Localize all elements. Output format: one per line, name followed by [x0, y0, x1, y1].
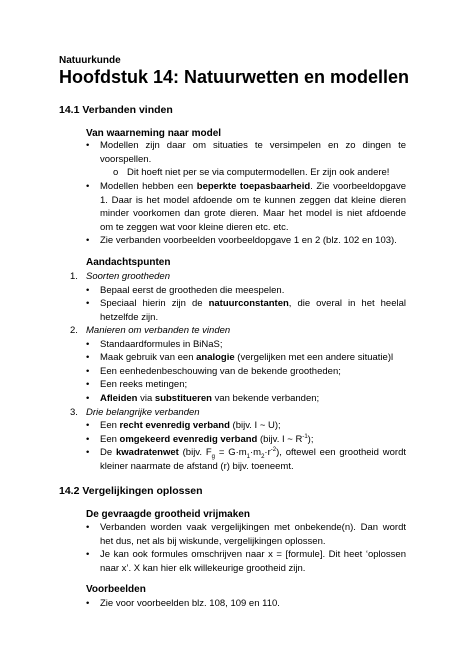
subheading-aandachtspunten: Aandachtspunten: [86, 257, 171, 268]
bullet-icon: •: [86, 339, 90, 350]
emphasis: recht evenredig verband: [119, 420, 230, 431]
list-item-text: Een recht evenredig verband (bijv. I ~ U);: [100, 420, 281, 431]
emphasis: analogie: [196, 352, 235, 363]
item-number: 2.: [70, 325, 78, 336]
item-number: 1.: [70, 271, 78, 282]
list-item-text: Maak gebruik van een analogie (vergelijken met een andere situatie)l: [100, 352, 394, 363]
list-item-text: Verbanden worden vaak vergelijkingen met onbekende(n). Dan wordt het dus, net als bij wiskunde, vergelijkingen oplossen.: [100, 522, 406, 547]
list-item-text: Je kan ook formules omschrijven naar x = [formule]. Dit heet ‘oplossen naar x’. X kan hier elk willekeurige grootheid zijn.: [100, 549, 406, 574]
bullet-icon: •: [86, 298, 90, 309]
subheading-grootheid-vrijmaken: De gevraagde grootheid vrijmaken: [86, 509, 250, 520]
sub-bullet-icon: o: [113, 167, 119, 178]
list-item-text: Afleiden via substitueren van bekende verbanden;: [100, 393, 320, 404]
bullet-icon: •: [86, 366, 90, 377]
numbered-item-title: Soorten grootheden: [86, 271, 170, 282]
list-item-text: Bepaal eerst de grootheden die meespelen.: [100, 285, 285, 296]
list-item-text: Modellen hebben een beperkte toepasbaarheid. Zie voorbeeldopgave 1. Daar is het model afdoende om te kunnen zeggen dat kleine dieren minder voorkomen dan grote dieren. Maar het model is niet afdoende om te zeggen wat voor kleine dieren etc. etc.: [100, 181, 406, 233]
list-item-text: Speciaal hierin zijn de natuurconstanten, die overal in het heelal hetzelfde zijn.: [100, 298, 407, 323]
list-item-text: Zie verbanden voorbeelden voorbeeldopgave 1 en 2 (blz. 102 en 103).: [100, 235, 397, 246]
list-item-text: Dit hoeft niet per se via computermodellen. Er zijn ook andere!: [127, 167, 390, 178]
bullet-icon: •: [86, 434, 90, 445]
subheading-waarneming-model: Van waarneming naar model: [86, 128, 222, 139]
list-item-text: Een omgekeerd evenredig verband (bijv. I ~ $R^{-1}$);: [100, 433, 314, 445]
item-number: 3.: [70, 407, 78, 418]
subheading-voorbeelden: Voorbeelden: [86, 584, 146, 595]
emphasis: natuurconstanten: [208, 298, 289, 309]
page-title: Hoofdstuk 14: Natuurwetten en modellen: [59, 67, 410, 87]
emphasis: beperkte toepasbaarheid: [196, 181, 311, 192]
bullet-icon: •: [86, 379, 90, 390]
subject-label: Natuurkunde: [59, 55, 121, 66]
numbered-item-title: Drie belangrijke verbanden: [86, 407, 200, 418]
bullet-icon: •: [86, 181, 90, 192]
list-item-text: Modellen zijn daar om situaties te versimpelen en zo dingen te voorspellen.: [100, 140, 406, 165]
numbered-item-title: Manieren om verbanden te vinden: [86, 325, 231, 336]
list-item-text: Zie voor voorbeelden blz. 108, 109 en 110.: [100, 598, 280, 609]
emphasis: substitueren: [154, 393, 212, 404]
list-item-text: De kwadratenwet (bijv. $F_g = G\cdot m_1\cdot m_2\cdot r^{-2}$), oftewel een grootheid wordt kleiner naarmate de afstand (r) bijv. toeneemt.: [100, 446, 407, 472]
emphasis: kwadratenwet: [115, 447, 179, 458]
emphasis: omgekeerd evenredig verband: [119, 434, 258, 445]
bullet-icon: •: [86, 352, 90, 363]
bullet-icon: •: [86, 235, 90, 246]
bullet-icon: •: [86, 285, 90, 296]
section-heading-14-2: 14.2 Vergelijkingen oplossen: [59, 485, 203, 497]
bullet-icon: •: [86, 420, 90, 431]
bullet-icon: •: [86, 140, 90, 151]
bullet-icon: •: [86, 393, 90, 404]
list-item-text: Een eenhedenbeschouwing van de bekende grootheden;: [100, 366, 341, 377]
bullet-icon: •: [86, 447, 90, 458]
bullet-icon: •: [86, 598, 90, 609]
bullet-icon: •: [86, 549, 90, 560]
list-item-text: Een reeks metingen;: [100, 379, 188, 390]
list-item-text: Standaardformules in BiNaS;: [100, 339, 223, 350]
emphasis: Afleiden: [100, 393, 138, 404]
section-heading-14-1: 14.1 Verbanden vinden: [59, 104, 173, 116]
bullet-icon: •: [86, 522, 90, 533]
